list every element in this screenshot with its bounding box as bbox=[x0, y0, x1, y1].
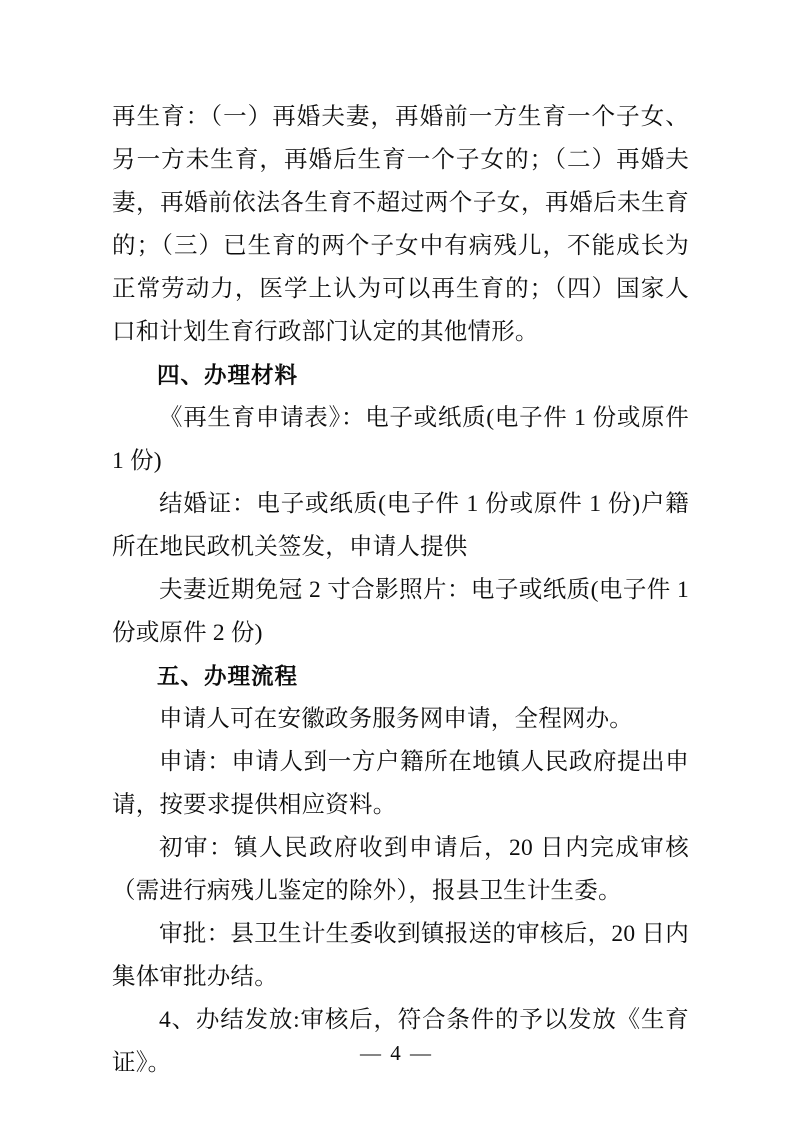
paragraph-online-application: 申请人可在安徽政务服务网申请，全程网办。 bbox=[159, 706, 633, 732]
paragraph-couple-photo: 夫妻近期免冠 2 寸合影照片：电子或纸质(电子件 1 份或原件 2 份) bbox=[112, 577, 689, 646]
paragraph-step-application: 申请：申请人到一方户籍所在地镇人民政府提出申请，按要求提供相应资料。 bbox=[112, 749, 689, 818]
document-body bbox=[112, 96, 689, 1085]
paragraph-reproduction-conditions: 再生育：（一）再婚夫妻，再婚前一方生育一个子女、另一方未生育，再婚后生育一个子女的；（二）再婚夫妻，再婚前依法各生育不超过两个子女，再婚后未生育的；（三）已生育的两个子女中有病残儿，不能成长为正常劳动力，医学上认为可以再生育的；（四）国家人口和计划生育行政部门认定的其他情形。 bbox=[112, 104, 689, 345]
paragraph-step-issuance: 4、办结发放:审核后，符合条件的予以发放《生育证》。 bbox=[112, 1007, 689, 1076]
section-heading-process: 五、办理流程 bbox=[157, 664, 299, 689]
paragraph-step-preliminary-review: 初审：镇人民政府收到申请后，20 日内完成审核（需进行病残儿鉴定的除外），报县卫生计生委。 bbox=[112, 835, 689, 904]
page-number: — 4 — bbox=[360, 1041, 433, 1065]
paragraph-application-form: 《再生育申请表》：电子或纸质(电子件 1 份或原件 1 份) bbox=[112, 405, 689, 474]
paragraph-marriage-certificate: 结婚证：电子或纸质(电子件 1 份或原件 1 份)户籍所在地民政机关签发，申请人提供 bbox=[112, 491, 689, 560]
section-heading-materials: 四、办理材料 bbox=[157, 363, 299, 388]
paragraph-step-approval: 审批：县卫生计生委收到镇报送的审核后，20 日内集体审批办结。 bbox=[112, 921, 689, 990]
